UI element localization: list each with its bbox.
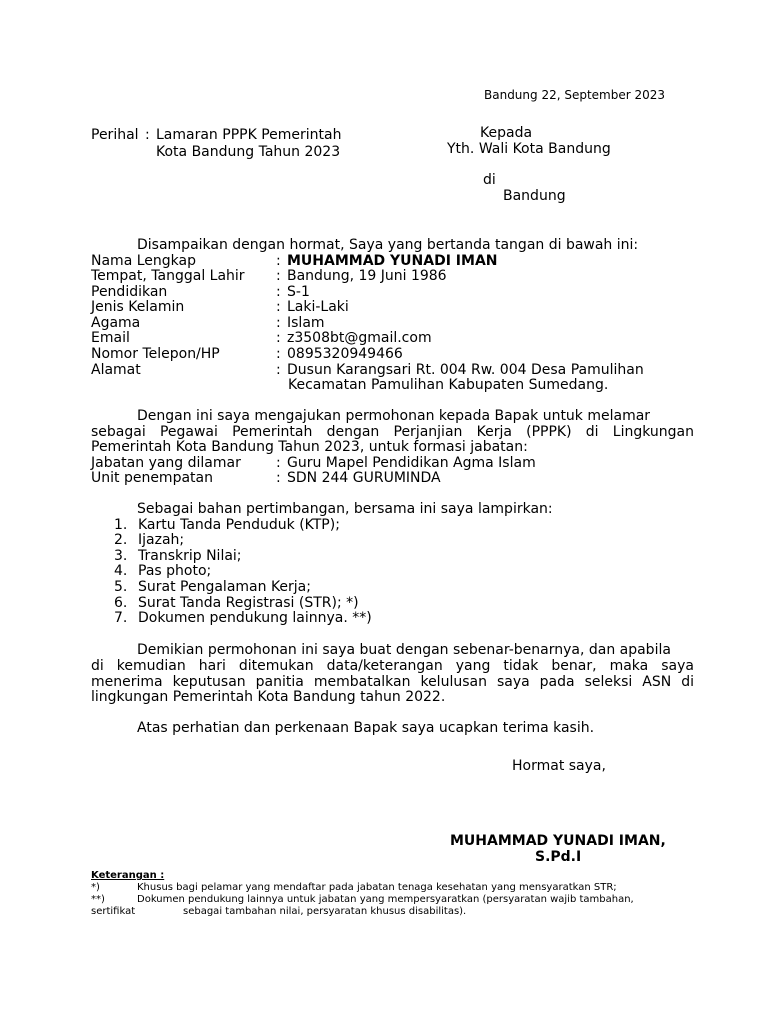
list-text: Surat Pengalaman Kerja;: [138, 579, 311, 595]
recipient-yth: Yth. Wali Kota Bandung: [447, 141, 611, 157]
field-value: Islam: [287, 315, 325, 331]
list-text: Pas photo;: [138, 563, 212, 579]
field-label: Jabatan yang dilamar: [91, 455, 241, 471]
field-separator: :: [276, 362, 281, 378]
list-item: [114, 517, 340, 533]
field-label: Jenis Kelamin: [91, 299, 185, 315]
request-line-2: sebagai Pegawai Pemerintah dengan Perjanjian Kerja (PPPK) di Lingkungan: [91, 424, 694, 440]
list-number: 5.: [114, 579, 128, 595]
opening-paragraph: Disampaikan dengan hormat, Saya yang bertanda tangan di bawah ini:: [137, 237, 639, 253]
field-value: S-1: [287, 284, 310, 300]
subject-separator: :: [145, 127, 150, 143]
signature-title: S.Pd.I: [535, 849, 582, 865]
field-label: Tempat, Tanggal Lahir: [91, 268, 245, 284]
list-text: Dokumen pendukung lainnya. **): [138, 610, 372, 626]
signoff: Hormat saya,: [512, 758, 606, 774]
field-label: Unit penempatan: [91, 470, 213, 486]
attachments-intro: Sebagai bahan pertimbangan, bersama ini saya lampirkan:: [137, 501, 553, 517]
thanks-line: Atas perhatian dan perkenaan Bapak saya ucapkan terima kasih.: [137, 720, 595, 736]
list-item: [114, 579, 311, 595]
field-alamat-continuation: Kecamatan Pamulihan Kabupaten Sumedang.: [288, 377, 609, 393]
field-value: MUHAMMAD YUNADI IMAN: [287, 253, 498, 269]
field-value: Dusun Karangsari Rt. 004 Rw. 004 Desa Pamulihan: [287, 362, 644, 378]
note-2-mark: **): [91, 894, 105, 905]
list-number: 1.: [114, 517, 128, 533]
list-item: [114, 548, 242, 564]
field-separator: :: [276, 455, 281, 471]
field-separator: :: [276, 470, 281, 486]
closing-line-2: di kemudian hari ditemukan data/keterangan yang tidak benar, maka saya: [91, 658, 694, 674]
list-item: [114, 595, 359, 611]
list-number: 6.: [114, 595, 128, 611]
list-text: Surat Tanda Registrasi (STR); *): [138, 595, 359, 611]
field-separator: :: [276, 299, 281, 315]
note-2-continuation-a: sertifikat: [91, 906, 136, 917]
subject-line-2: Kota Bandung Tahun 2023: [156, 144, 341, 160]
field-label: Email: [91, 330, 130, 346]
field-separator: :: [276, 346, 281, 362]
field-value: Bandung, 19 Juni 1986: [287, 268, 447, 284]
field-label: Nomor Telepon/HP: [91, 346, 220, 362]
field-value: z3508bt@gmail.com: [287, 330, 432, 346]
note-1-text: Khusus bagi pelamar yang mendaftar pada jabatan tenaga kesehatan yang mensyaratkan STR;: [137, 882, 617, 893]
closing-line-4: lingkungan Pemerintah Kota Bandung tahun 2022.: [91, 689, 446, 705]
list-number: 7.: [114, 610, 128, 626]
recipient-kepada: Kepada: [480, 125, 533, 141]
field-value: Guru Mapel Pendidikan Agma Islam: [287, 455, 536, 471]
list-text: Kartu Tanda Penduduk (KTP);: [138, 517, 340, 533]
recipient-city: Bandung: [503, 188, 566, 204]
field-separator: :: [276, 268, 281, 284]
field-separator: :: [276, 253, 281, 269]
field-value: SDN 244 GURUMINDA: [287, 470, 441, 486]
field-separator: :: [276, 330, 281, 346]
list-item: [114, 532, 184, 548]
list-number: 3.: [114, 548, 128, 564]
field-value: 0895320949466: [287, 346, 403, 362]
closing-line-3: menerima keputusan panitia membatalkan kelulusan saya pada seleksi ASN di: [91, 674, 694, 690]
field-label: Pendidikan: [91, 284, 168, 300]
subject-label: Perihal: [91, 127, 139, 143]
field-value: Laki-Laki: [287, 299, 349, 315]
list-text: Ijazah;: [138, 532, 185, 548]
request-line-3: Pemerintah Kota Bandung Tahun 2023, untuk formasi jabatan:: [91, 439, 528, 455]
field-label: Alamat: [91, 362, 141, 378]
field-label: Nama Lengkap: [91, 253, 196, 269]
recipient-di: di: [483, 172, 496, 188]
letter-date: Bandung 22, September 2023: [484, 88, 666, 102]
list-number: 2.: [114, 532, 128, 548]
notes-heading: Keterangan :: [91, 870, 165, 881]
closing-line-1: Demikian permohonan ini saya buat dengan sebenar-benarnya, dan apabila: [137, 642, 671, 658]
subject-line-1: Lamaran PPPK Pemerintah: [156, 127, 342, 143]
field-separator: :: [276, 284, 281, 300]
list-item: [114, 563, 211, 579]
list-number: 4.: [114, 563, 128, 579]
note-2-text: Dokumen pendukung lainnya untuk jabatan yang mempersyaratkan (persyaratan wajib tambahan,: [137, 894, 634, 905]
signature-name: MUHAMMAD YUNADI IMAN,: [450, 833, 666, 849]
list-text: Transkrip Nilai;: [138, 548, 242, 564]
field-label: Agama: [91, 315, 141, 331]
note-1-mark: *): [91, 882, 100, 893]
list-item: [114, 610, 372, 626]
request-line-1: Dengan ini saya mengajukan permohonan kepada Bapak untuk melamar: [137, 408, 651, 424]
note-2-continuation-b: sebagai tambahan nilai, persyaratan khusus disabilitas).: [183, 906, 467, 917]
field-separator: :: [276, 315, 281, 331]
